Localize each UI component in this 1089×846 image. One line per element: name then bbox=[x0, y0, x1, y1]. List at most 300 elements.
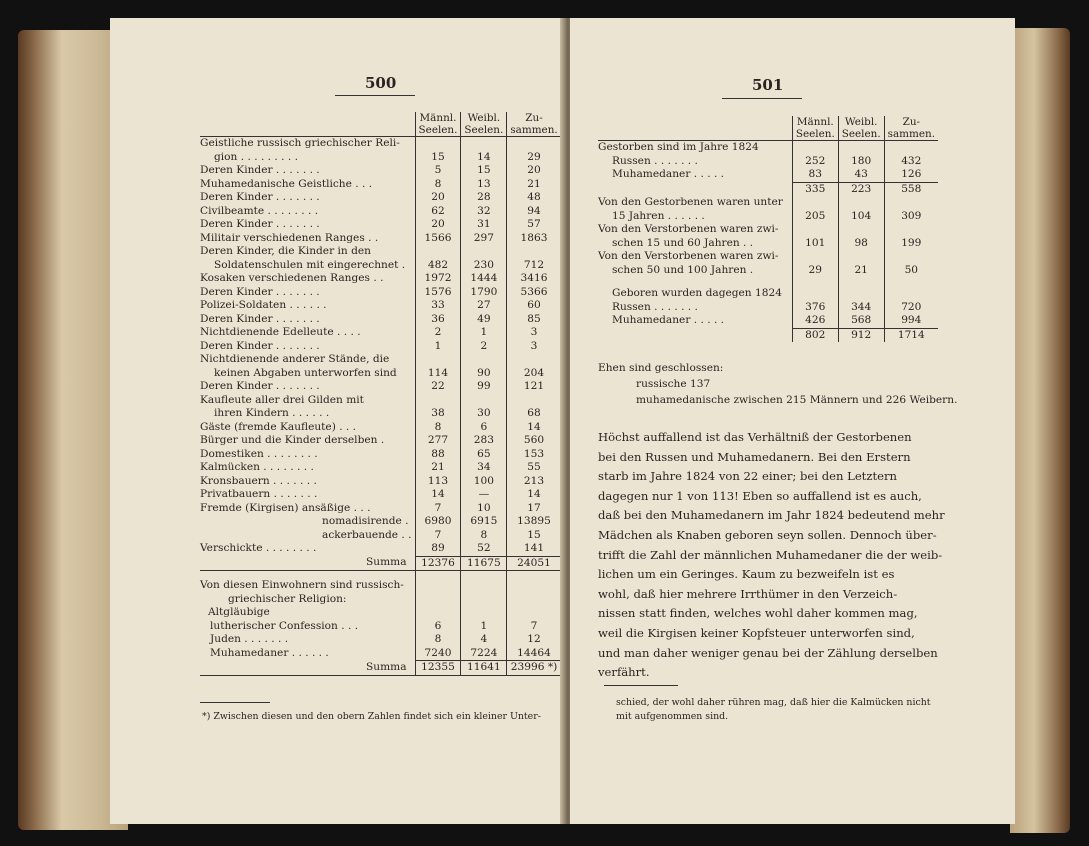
empty-cell bbox=[415, 579, 461, 593]
male-count: 20 bbox=[415, 218, 461, 232]
male-count: 5 bbox=[415, 164, 461, 178]
empty-cell bbox=[461, 579, 507, 593]
table-text-row bbox=[200, 579, 561, 593]
total-count: 720 bbox=[884, 301, 938, 315]
total-count bbox=[884, 250, 938, 264]
row-label: nomadisirende . bbox=[322, 515, 409, 527]
male-count: 8 bbox=[415, 421, 461, 435]
total-count: 15 bbox=[507, 529, 561, 543]
male-count bbox=[415, 245, 461, 259]
row-label: Polizei-Soldaten . . . . . . bbox=[200, 299, 327, 311]
empty-cell bbox=[415, 593, 461, 607]
row-label: griechischer Religion: bbox=[228, 592, 347, 605]
row-label: Soldatenschulen mit eingerechnet . bbox=[214, 258, 406, 271]
table-row bbox=[200, 151, 561, 165]
total-count: 204 bbox=[507, 367, 561, 381]
table-row bbox=[200, 647, 561, 661]
page-number-right: 501 bbox=[752, 76, 784, 94]
table-row bbox=[200, 529, 561, 543]
row-label: Gestorben sind im Jahre 1824 bbox=[598, 141, 759, 153]
row-label: Von den Gestorbenen waren unter bbox=[598, 196, 783, 208]
right-page bbox=[570, 18, 1015, 824]
table-row bbox=[200, 461, 561, 475]
paragraph-line: nissen statt finden, welches wohl daher kommen mag, bbox=[598, 606, 918, 621]
summa-label: Summa bbox=[200, 556, 415, 571]
page-number-left: 500 bbox=[365, 74, 397, 92]
total-count: 712 bbox=[507, 259, 561, 273]
table-row bbox=[200, 434, 561, 448]
female-count: 8 bbox=[461, 529, 507, 543]
table-header-row bbox=[598, 116, 938, 141]
total-count: 13895 bbox=[507, 515, 561, 529]
table-row bbox=[598, 210, 938, 224]
table-row bbox=[200, 232, 561, 246]
column-header: Weibl. Seelen. bbox=[838, 116, 884, 141]
row-label: Fremde (Kirgisen) ansäßige . . . bbox=[200, 501, 371, 514]
female-count: — bbox=[461, 488, 507, 502]
female-count: 65 bbox=[461, 448, 507, 462]
paragraph-line: starb im Jahre 1824 von 22 einer; bei den Letztern bbox=[598, 469, 897, 484]
total-count bbox=[884, 277, 938, 287]
header-spacer bbox=[200, 112, 415, 137]
total-count: 1863 bbox=[507, 232, 561, 246]
female-count: 104 bbox=[838, 210, 884, 224]
total-count bbox=[884, 196, 938, 210]
female-count bbox=[461, 394, 507, 408]
table-row bbox=[598, 155, 938, 169]
male-count: 38 bbox=[415, 407, 461, 421]
table-row bbox=[598, 301, 938, 315]
row-label: Deren Kinder . . . . . . . bbox=[200, 164, 320, 176]
column-header: Zu- sammen. bbox=[884, 116, 938, 141]
table-row bbox=[200, 380, 561, 394]
total-count: 126 bbox=[884, 168, 938, 182]
row-label: Deren Kinder . . . . . . . bbox=[200, 285, 320, 298]
table-row bbox=[200, 448, 561, 462]
female-count bbox=[838, 250, 884, 264]
table-row bbox=[200, 245, 561, 259]
total-count: 3 bbox=[507, 340, 561, 354]
table-row bbox=[598, 182, 938, 196]
table-row bbox=[200, 407, 561, 421]
total-count bbox=[507, 137, 561, 151]
male-count: 8 bbox=[415, 178, 461, 192]
total-count bbox=[507, 394, 561, 408]
table-row bbox=[200, 259, 561, 273]
female-count: 344 bbox=[838, 301, 884, 315]
total-count: 21 bbox=[507, 178, 561, 192]
total-count: 994 bbox=[884, 314, 938, 328]
female-count: 30 bbox=[461, 407, 507, 421]
table-row bbox=[200, 164, 561, 178]
table-row bbox=[200, 367, 561, 381]
female-count: 6915 bbox=[461, 515, 507, 529]
female-count: 99 bbox=[461, 380, 507, 394]
row-label: Muhamedaner . . . . . . bbox=[210, 646, 329, 659]
table-row bbox=[200, 205, 561, 219]
table-row bbox=[200, 299, 561, 313]
male-total: 12376 bbox=[415, 556, 461, 571]
male-count: 7 bbox=[415, 502, 461, 516]
empty-cell bbox=[507, 579, 561, 593]
male-count: 36 bbox=[415, 313, 461, 327]
male-count: 6980 bbox=[415, 515, 461, 529]
spacer-row bbox=[200, 571, 561, 580]
female-count bbox=[838, 277, 884, 287]
male-count: 101 bbox=[792, 237, 838, 251]
row-label: Nichtdienende anderer Stände, die bbox=[200, 353, 390, 365]
table-row bbox=[200, 286, 561, 300]
male-count bbox=[415, 394, 461, 408]
table-row bbox=[200, 633, 561, 647]
paragraph-line: Höchst auffallend ist das Verhältniß der Gestorbenen bbox=[598, 430, 912, 444]
female-count: 100 bbox=[461, 475, 507, 489]
right-footnote bbox=[616, 696, 946, 724]
male-count: 277 bbox=[415, 434, 461, 448]
table-row bbox=[200, 178, 561, 192]
female-count: 6 bbox=[461, 421, 507, 435]
female-count: 98 bbox=[838, 237, 884, 251]
paragraph-line: verfährt. bbox=[598, 665, 650, 680]
total-count: 85 bbox=[507, 313, 561, 327]
male-count bbox=[792, 141, 838, 155]
table-row bbox=[200, 620, 561, 634]
table-row bbox=[200, 394, 561, 408]
total-count: 57 bbox=[507, 218, 561, 232]
empty-cell bbox=[461, 593, 507, 607]
row-label: Deren Kinder . . . . . . . bbox=[200, 191, 320, 203]
row-label: Domestiken . . . . . . . . bbox=[200, 447, 318, 460]
male-total: 12355 bbox=[415, 661, 461, 676]
male-count: 114 bbox=[415, 367, 461, 381]
empty-cell bbox=[507, 606, 561, 620]
table-row bbox=[200, 353, 561, 367]
total-count: 14 bbox=[507, 488, 561, 502]
female-count: 297 bbox=[461, 232, 507, 246]
total-count: 7 bbox=[507, 620, 561, 634]
table-row bbox=[598, 328, 938, 342]
male-count bbox=[792, 277, 838, 287]
table-row bbox=[200, 218, 561, 232]
left-footnote: *) Zwischen diesen und den obern Zahlen findet sich ein kleiner Unter- bbox=[202, 711, 541, 722]
male-count: 426 bbox=[792, 314, 838, 328]
table-row bbox=[598, 223, 938, 237]
female-count: 1790 bbox=[461, 286, 507, 300]
paragraph-line: daß bei den Muhamedanern im Jahr 1824 bedeutend mehr bbox=[598, 508, 945, 523]
female-count: 28 bbox=[461, 191, 507, 205]
male-count: 8 bbox=[415, 633, 461, 647]
total-count: 309 bbox=[884, 210, 938, 224]
empty-cell bbox=[461, 606, 507, 620]
footnote-rule bbox=[604, 685, 678, 686]
column-header: Männl. Seelen. bbox=[792, 116, 838, 141]
total-count: 20 bbox=[507, 164, 561, 178]
paragraph-line: weil die Kirgisen keiner Kopfsteuer unterworfen sind, bbox=[598, 625, 915, 640]
female-count: 32 bbox=[461, 205, 507, 219]
row-label: Russen . . . . . . . bbox=[612, 154, 698, 167]
row-label: Geistliche russisch griechischer Reli- bbox=[200, 137, 400, 149]
total-count: 1714 bbox=[884, 328, 938, 342]
table-row bbox=[200, 475, 561, 489]
female-count bbox=[838, 287, 884, 301]
table-row bbox=[598, 237, 938, 251]
male-count bbox=[792, 250, 838, 264]
total-count: 68 bbox=[507, 407, 561, 421]
row-label: Privatbauern . . . . . . . bbox=[200, 488, 318, 500]
row-label: Muhamedanische Geistliche . . . bbox=[200, 177, 373, 190]
female-count: 1 bbox=[461, 326, 507, 340]
row-label: 15 Jahren . . . . . . bbox=[612, 209, 705, 222]
table-row bbox=[598, 168, 938, 182]
male-count: 15 bbox=[415, 151, 461, 165]
female-count bbox=[461, 353, 507, 367]
female-count bbox=[838, 141, 884, 155]
left-page bbox=[110, 18, 565, 824]
row-label: Geboren wurden dagegen 1824 bbox=[612, 287, 782, 299]
female-count: 49 bbox=[461, 313, 507, 327]
total-count: 432 bbox=[884, 155, 938, 169]
male-count bbox=[792, 287, 838, 301]
summa-row bbox=[200, 661, 561, 676]
table-text-row bbox=[200, 606, 561, 620]
male-count: 252 bbox=[792, 155, 838, 169]
male-count: 20 bbox=[415, 191, 461, 205]
female-count: 223 bbox=[838, 182, 884, 196]
row-label: Deren Kinder, die Kinder in den bbox=[200, 245, 371, 257]
row-label: Von den Verstorbenen waren zwi- bbox=[598, 250, 779, 262]
marriages-block bbox=[598, 360, 958, 408]
row-label bbox=[598, 182, 792, 196]
row-label: Von diesen Einwohnern sind russisch- bbox=[200, 579, 404, 591]
male-count: 21 bbox=[415, 461, 461, 475]
row-label: Deren Kinder . . . . . . . bbox=[200, 312, 320, 325]
row-label: Deren Kinder . . . . . . . bbox=[200, 218, 320, 230]
row-label: Gäste (fremde Kaufleute) . . . bbox=[200, 420, 357, 433]
marriages-russian: russische 137 bbox=[636, 378, 711, 390]
row-label: Altgläubige bbox=[208, 606, 270, 618]
female-count: 14 bbox=[461, 151, 507, 165]
total-count: 213 bbox=[507, 475, 561, 489]
total-count: 3 bbox=[507, 326, 561, 340]
female-count: 4 bbox=[461, 633, 507, 647]
row-label: Kaufleute aller drei Gilden mit bbox=[200, 393, 364, 406]
right-statistics-table bbox=[598, 116, 938, 342]
table-row bbox=[200, 340, 561, 354]
table-row bbox=[200, 313, 561, 327]
total-count: 48 bbox=[507, 191, 561, 205]
table-row bbox=[200, 502, 561, 516]
row-label: Kronsbauern . . . . . . . bbox=[200, 474, 317, 487]
total-count: 153 bbox=[507, 448, 561, 462]
table-row bbox=[598, 287, 938, 301]
paragraph-line: wohl, daß hier mehrere Irrthümer in den Verzeich- bbox=[598, 586, 898, 601]
male-count: 335 bbox=[792, 182, 838, 196]
row-label: Juden . . . . . . . bbox=[210, 633, 289, 645]
total-count bbox=[884, 141, 938, 155]
row-label: Muhamedaner . . . . . bbox=[612, 314, 725, 327]
male-count: 7240 bbox=[415, 647, 461, 661]
female-count: 180 bbox=[838, 155, 884, 169]
male-count: 1 bbox=[415, 340, 461, 354]
total-count: 94 bbox=[507, 205, 561, 219]
left-statistics-table bbox=[200, 112, 561, 676]
female-count: 7224 bbox=[461, 647, 507, 661]
empty-cell bbox=[415, 606, 461, 620]
total-count: 5366 bbox=[507, 286, 561, 300]
column-header: Männl. Seelen. bbox=[415, 112, 461, 137]
row-label: Kalmücken . . . . . . . . bbox=[200, 461, 314, 473]
column-header: Zu- sammen. bbox=[507, 112, 561, 137]
row-label: Deren Kinder . . . . . . . bbox=[200, 339, 320, 352]
column-header: Weibl. Seelen. bbox=[461, 112, 507, 137]
male-count: 89 bbox=[415, 542, 461, 556]
male-count: 205 bbox=[792, 210, 838, 224]
row-label: gion . . . . . . . . . bbox=[214, 150, 298, 163]
book-edge-right bbox=[1010, 28, 1070, 833]
female-count: 34 bbox=[461, 461, 507, 475]
male-count: 22 bbox=[415, 380, 461, 394]
female-count: 13 bbox=[461, 178, 507, 192]
male-count: 14 bbox=[415, 488, 461, 502]
row-label: Militair verschiedenen Ranges . . bbox=[200, 231, 379, 244]
female-count bbox=[838, 223, 884, 237]
paragraph-line: trifft die Zahl der männlichen Muhamedaner die der weib- bbox=[598, 547, 943, 562]
row-label: Civilbeamte . . . . . . . . bbox=[200, 204, 319, 217]
table-row bbox=[200, 326, 561, 340]
table-row bbox=[200, 137, 561, 151]
male-count: 88 bbox=[415, 448, 461, 462]
row-label: Muhamedaner . . . . . bbox=[612, 168, 725, 181]
total-count: 121 bbox=[507, 380, 561, 394]
female-count: 283 bbox=[461, 434, 507, 448]
table-header-row bbox=[200, 112, 561, 137]
total-count: 17 bbox=[507, 502, 561, 516]
male-count: 802 bbox=[792, 328, 838, 342]
male-count bbox=[415, 137, 461, 151]
female-count: 10 bbox=[461, 502, 507, 516]
row-label: Deren Kinder . . . . . . . bbox=[200, 380, 320, 392]
marriages-muslim: muhamedanische zwischen 215 Männern und 226 Weibern. bbox=[636, 394, 958, 406]
female-count bbox=[838, 196, 884, 210]
row-label: ackerbauende . . bbox=[322, 528, 412, 541]
table-row bbox=[598, 196, 938, 210]
total-count: 199 bbox=[884, 237, 938, 251]
table-row bbox=[598, 314, 938, 328]
table-row bbox=[200, 191, 561, 205]
header-spacer bbox=[598, 116, 792, 141]
paragraph-line: lichen um ein Geringes. Kaum zu bezweifeln ist es bbox=[598, 567, 895, 582]
paragraph-line: dagegen nur 1 von 113! Eben so auffallend ist es auch, bbox=[598, 488, 922, 503]
table-row bbox=[598, 141, 938, 155]
row-label bbox=[598, 328, 792, 342]
row-label: schen 15 und 60 Jahren . . bbox=[612, 236, 754, 249]
table-row bbox=[200, 515, 561, 529]
summa-label: Summa bbox=[200, 661, 415, 676]
male-count: 29 bbox=[792, 264, 838, 278]
total-count bbox=[884, 287, 938, 301]
table-row bbox=[200, 272, 561, 286]
female-count: 912 bbox=[838, 328, 884, 342]
male-count: 113 bbox=[415, 475, 461, 489]
paragraph-line: bei den Russen und Muhamedanern. Bei den Erstern bbox=[598, 449, 911, 464]
male-count: 6 bbox=[415, 620, 461, 634]
right-footnote-line-1: schied, der wohl daher rühren mag, daß hier die Kalmücken nicht bbox=[616, 697, 931, 708]
male-count: 62 bbox=[415, 205, 461, 219]
female-count: 230 bbox=[461, 259, 507, 273]
male-count: 376 bbox=[792, 301, 838, 315]
male-count: 33 bbox=[415, 299, 461, 313]
grand-total: 23996 *) bbox=[507, 661, 561, 676]
body-paragraph bbox=[598, 428, 945, 683]
female-count: 90 bbox=[461, 367, 507, 381]
male-count: 2 bbox=[415, 326, 461, 340]
total-count: 50 bbox=[884, 264, 938, 278]
male-count: 83 bbox=[792, 168, 838, 182]
summa-row bbox=[200, 556, 561, 571]
table-row bbox=[200, 488, 561, 502]
total-count bbox=[507, 245, 561, 259]
table-row bbox=[598, 277, 938, 287]
row-label: Kosaken verschiedenen Ranges . . bbox=[200, 272, 384, 284]
total-count bbox=[884, 223, 938, 237]
female-count: 1444 bbox=[461, 272, 507, 286]
row-label: Verschickte . . . . . . . . bbox=[200, 542, 317, 555]
row-label: schen 50 und 100 Jahren . bbox=[612, 263, 754, 276]
female-count bbox=[461, 137, 507, 151]
total-count: 55 bbox=[507, 461, 561, 475]
total-count: 12 bbox=[507, 633, 561, 647]
table-row bbox=[598, 250, 938, 264]
male-count: 482 bbox=[415, 259, 461, 273]
female-count: 568 bbox=[838, 314, 884, 328]
total-count: 14464 bbox=[507, 647, 561, 661]
row-label: lutherischer Confession . . . bbox=[210, 619, 359, 632]
grand-total: 24051 bbox=[507, 556, 561, 571]
footnote-rule bbox=[200, 702, 270, 703]
page-number-rule bbox=[722, 98, 802, 99]
table-row bbox=[598, 264, 938, 278]
row-label: Russen . . . . . . . bbox=[612, 300, 698, 313]
total-count: 141 bbox=[507, 542, 561, 556]
male-count bbox=[415, 353, 461, 367]
row-label: Nichtdienende Edelleute . . . . bbox=[200, 326, 361, 338]
right-footnote-line-2: mit aufgenommen sind. bbox=[616, 711, 729, 722]
female-count: 31 bbox=[461, 218, 507, 232]
total-count: 14 bbox=[507, 421, 561, 435]
female-count: 1 bbox=[461, 620, 507, 634]
male-count: 7 bbox=[415, 529, 461, 543]
row-label: Von den Verstorbenen waren zwi- bbox=[598, 223, 779, 235]
female-total: 11675 bbox=[461, 556, 507, 571]
male-count: 1576 bbox=[415, 286, 461, 300]
female-count: 52 bbox=[461, 542, 507, 556]
female-count: 43 bbox=[838, 168, 884, 182]
male-count: 1566 bbox=[415, 232, 461, 246]
female-count: 15 bbox=[461, 164, 507, 178]
male-count: 1972 bbox=[415, 272, 461, 286]
total-count: 558 bbox=[884, 182, 938, 196]
female-count: 27 bbox=[461, 299, 507, 313]
total-count: 29 bbox=[507, 151, 561, 165]
male-count bbox=[792, 196, 838, 210]
paragraph-line: Mädchen als Knaben geboren seyn sollen. Dennoch über- bbox=[598, 527, 937, 542]
row-label: ihren Kindern . . . . . . bbox=[214, 407, 330, 419]
female-total: 11641 bbox=[461, 661, 507, 676]
empty-cell bbox=[507, 593, 561, 607]
female-count: 2 bbox=[461, 340, 507, 354]
paragraph-line: und man daher weniger genau bei der Zählung derselben bbox=[598, 645, 938, 660]
marriages-heading: Ehen sind geschlossen: bbox=[598, 362, 724, 374]
